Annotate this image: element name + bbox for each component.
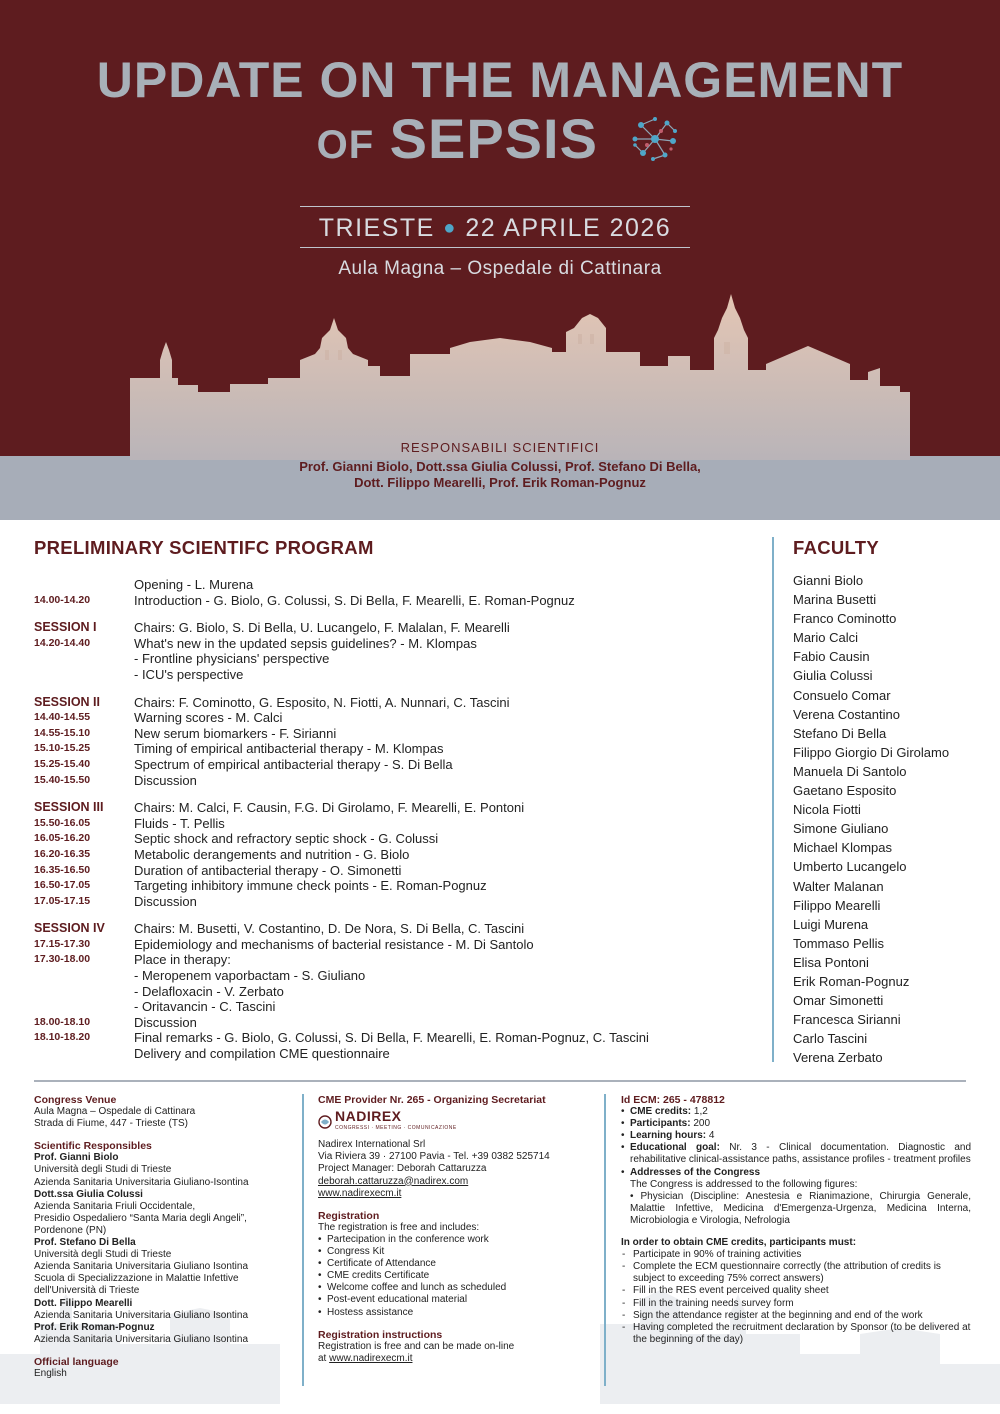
responsible-affiliation: Scuola di Specializzazione in Malattie Infettive xyxy=(34,1273,239,1285)
responsible-affiliation: Università degli Studi di Trieste xyxy=(34,1164,172,1176)
responsible-affiliation: Azienda Sanitaria Friuli Occidentale, xyxy=(34,1200,196,1212)
scientific-responsibles xyxy=(0,440,1000,491)
item-speaker: M. Calci, F. Causin, F.G. Di Girolamo, F. Mearelli, E. Pontoni xyxy=(178,800,525,816)
title-sepsis: SEPSIS xyxy=(389,107,598,170)
session-row xyxy=(34,695,754,711)
time-slot: 16.05-16.20 xyxy=(34,832,91,845)
ecm-item-value: 200 xyxy=(690,1118,711,1130)
item-speaker: L. Murena xyxy=(194,577,254,592)
program-item xyxy=(134,741,754,757)
addresses-intro: The Congress is addressed to the following figures: xyxy=(630,1178,858,1190)
time-slot xyxy=(34,984,134,1000)
item-speaker: V. Zerbato xyxy=(224,983,284,999)
responsible-affiliation: Università degli Studi di Trieste xyxy=(34,1249,172,1261)
footer-col-venue xyxy=(34,1094,294,1380)
program-row xyxy=(34,741,754,757)
program-item xyxy=(134,878,754,894)
row-spacer xyxy=(34,608,754,620)
registration-instructions-heading: Registration instructions xyxy=(318,1328,443,1341)
program-heading: PRELIMINARY SCIENTIFC PROGRAM xyxy=(34,537,374,558)
item-title: Spectrum of empirical antibacterial therapy - xyxy=(134,756,392,772)
responsibles-footer-heading: Scientific Responsibles xyxy=(34,1140,152,1153)
registration-item: • Partecipation in the conference work xyxy=(318,1234,598,1246)
obtain-item: - Participate in 90% of training activities xyxy=(621,1249,971,1261)
faculty-name: Consuelo Comar xyxy=(793,687,891,703)
ecm-item-value: 1,2 xyxy=(691,1106,708,1118)
item-speaker: M. Klompas xyxy=(408,635,477,651)
time-slot: 14.00-14.20 xyxy=(34,593,91,606)
item-title: Duration of antibacterial therapy - xyxy=(134,862,330,878)
faculty-name: Tommaso Pellis xyxy=(793,935,885,951)
program-item xyxy=(134,847,754,863)
footer-divider-1 xyxy=(302,1094,304,1386)
item-title: - Frontline physicians' perspective xyxy=(134,651,330,667)
time-slot: 17.30-18.00 xyxy=(34,953,91,966)
title-line-2 xyxy=(0,108,1000,176)
program-item xyxy=(134,1046,754,1062)
ecm-heading: Id ECM: 265 - 478812 xyxy=(621,1094,725,1106)
time-slot: 18.10-18.20 xyxy=(34,1031,91,1044)
faculty-name: Gianni Biolo xyxy=(793,573,864,588)
responsibles-line-1: Prof. Gianni Biolo, Dott.ssa Giulia Colussi, Prof. Stefano Di Bella, xyxy=(299,459,701,474)
program-item xyxy=(134,593,754,609)
program-row xyxy=(34,831,754,847)
responsible-affiliation: Pordenone (PN) xyxy=(34,1224,107,1236)
ecm-item xyxy=(621,1106,971,1118)
responsible-affiliation: Azienda Sanitaria Universitaria Giuliano Isontina xyxy=(34,1333,249,1345)
faculty-name: Manuela Di Santolo xyxy=(793,763,907,779)
item-speaker: F. Cominotto, G. Esposito, N. Fiotti, A. Nunnari, C. Tascini xyxy=(178,694,510,710)
logo-subtitle: CONGRESSI · MEETING · COMUNICAZIONE xyxy=(335,1125,457,1132)
item-title: - Oritavancin - xyxy=(134,999,220,1015)
venue: Aula Magna – Ospedale di Cattinara xyxy=(338,258,662,279)
program-item xyxy=(134,695,754,711)
item-title: - ICU's perspective xyxy=(134,666,244,682)
session-label: SESSION I xyxy=(34,620,97,635)
program-row xyxy=(34,952,754,968)
program-item xyxy=(134,894,754,910)
venue-heading: Congress Venue xyxy=(34,1094,117,1106)
time-slot: 14.55-15.10 xyxy=(34,726,91,739)
program-item xyxy=(134,636,754,652)
time-slot: 17.15-17.30 xyxy=(34,937,91,950)
footer xyxy=(0,1094,1000,1404)
responsible-name: Prof. Gianni Biolo xyxy=(34,1152,119,1164)
faculty-name: Simone Giuliano xyxy=(793,821,889,837)
item-title: Fluids - xyxy=(134,815,180,831)
language-heading: Official language xyxy=(34,1355,119,1368)
obtain-item: - Complete the ECM questionnaire correctly (the attribution of credits is subject to exceeding 75% correct answers) xyxy=(621,1261,971,1285)
item-title: Epidemiology and mechanisms of bacterial resistance - xyxy=(134,936,456,952)
registration-item: • Welcome coffee and lunch as scheduled xyxy=(318,1282,598,1294)
program-row xyxy=(34,1030,754,1046)
registration-instructions-line: Registration is free and can be made on-line xyxy=(318,1340,515,1352)
faculty-name: Giulia Colussi xyxy=(793,668,873,684)
item-speaker: C. Tascini xyxy=(219,999,276,1015)
footer-col-ecm xyxy=(621,1094,971,1346)
session-row xyxy=(34,921,754,937)
program-row xyxy=(34,593,754,609)
provider-line-1: Nadirex International Srl xyxy=(318,1139,426,1151)
registration-items xyxy=(318,1234,598,1319)
ecm-item-value: 4 xyxy=(706,1130,715,1142)
program-row xyxy=(34,710,754,726)
responsible-name: Prof. Erik Roman-Pognuz xyxy=(34,1321,155,1333)
provider-line-3: Project Manager: Deborah Cattaruzza xyxy=(318,1163,487,1175)
city: TRIESTE xyxy=(318,214,435,242)
item-title: Chairs: xyxy=(134,694,179,710)
program-item xyxy=(134,952,754,968)
provider-heading: CME Provider Nr. 265 - Organizing Secretariat xyxy=(318,1094,546,1106)
program-item xyxy=(134,651,754,667)
faculty-name: Fabio Causin xyxy=(793,649,870,665)
session-label: SESSION IV xyxy=(34,921,105,936)
responsible-affiliation: dell'Università di Trieste xyxy=(34,1285,140,1297)
session-label: SESSION III xyxy=(34,800,104,815)
program-row xyxy=(34,937,754,953)
item-speaker: O. Simonetti xyxy=(329,862,402,878)
header-banner xyxy=(0,0,1000,520)
city-skyline-illustration xyxy=(0,290,1000,460)
program-row xyxy=(34,1046,754,1062)
addresses-detail: • Physician (Discipline: Anestesia e Rianimazione, Chirurgia Generale, Malattie Infettive, Medicina d'Emergenza-Urgenza, Medicina Interna, Microbiologia e Virologia, Nefrologia xyxy=(630,1190,971,1226)
program-item xyxy=(134,667,754,683)
time-slot: 18.00-18.10 xyxy=(34,1015,91,1028)
program-item xyxy=(134,999,754,1015)
faculty-name: Filippo Giorgio Di Girolamo xyxy=(793,744,950,760)
item-title: Introduction - xyxy=(134,592,214,608)
time-slot xyxy=(34,667,134,683)
registration-item: • Congress Kit xyxy=(318,1246,598,1258)
bacteria-network-icon xyxy=(627,111,683,167)
program-item xyxy=(134,620,754,636)
faculty-name: Walter Malanan xyxy=(793,878,884,894)
program-row xyxy=(34,773,754,789)
faculty-name: Francesca Sirianni xyxy=(793,1012,901,1028)
faculty-name: Franco Cominotto xyxy=(793,611,897,627)
program-item xyxy=(134,577,754,593)
footer-col-provider xyxy=(318,1094,598,1365)
item-speaker: M. Klompas xyxy=(374,741,444,757)
item-speaker: S. Giuliano xyxy=(301,968,366,984)
item-speaker: G. Biolo, S. Di Bella, U. Lucangelo, F. Malalan, F. Mearelli xyxy=(178,620,510,636)
item-title: Chairs: xyxy=(134,800,179,816)
time-slot: 16.20-16.35 xyxy=(34,847,91,860)
row-spacer xyxy=(34,683,754,695)
time-slot: 15.40-15.50 xyxy=(34,773,91,786)
ecm-item xyxy=(621,1130,971,1142)
ecm-item-label: CME credits: xyxy=(630,1106,692,1118)
program-row xyxy=(34,847,754,863)
obtain-credits-heading: In order to obtain CME credits, participants must: xyxy=(621,1237,857,1249)
session-label: SESSION II xyxy=(34,694,100,709)
time-slot: 15.10-15.25 xyxy=(34,742,91,755)
item-speaker: G. Colussi xyxy=(378,831,439,847)
ecm-item-label: Addresses of the Congress xyxy=(630,1166,761,1178)
item-speaker: M. Di Santolo xyxy=(455,936,534,952)
faculty-name: Michael Klompas xyxy=(793,840,892,856)
ecm-item-value: Nr. 3 - Clinical documentation. Diagnostic and rehabilitative clinical-assistance paths, assistance profiles - treatment profiles xyxy=(630,1142,972,1166)
ecm-item-label: Learning hours: xyxy=(630,1130,707,1142)
item-title: New serum biomarkers - xyxy=(134,725,280,741)
title-of: OF xyxy=(316,123,375,167)
registration-instructions-url-line xyxy=(318,1353,598,1365)
ecm-item-label: Participants: xyxy=(630,1118,691,1130)
responsible-affiliation: Presidio Ospedaliero “Santa Maria degli Angeli”, xyxy=(34,1212,247,1224)
item-speaker: E. Roman-Pognuz xyxy=(380,878,487,894)
obtain-item: - Fill in the RES event perceived quality sheet xyxy=(621,1285,971,1297)
registration-item: • Post-event educational material xyxy=(318,1294,598,1306)
scientific-program xyxy=(34,537,754,1062)
program-row xyxy=(34,577,754,593)
time-slot: 17.05-17.15 xyxy=(34,894,91,907)
row-spacer xyxy=(34,788,754,800)
program-item xyxy=(134,800,754,816)
item-title: Discussion xyxy=(134,893,197,909)
program-item xyxy=(134,773,754,789)
faculty-name: Carlo Tascini xyxy=(793,1031,868,1047)
faculty-names xyxy=(793,571,993,1067)
item-title: - Meropenem vaporbactam - xyxy=(134,968,302,984)
item-speaker: G. Biolo, G. Colussi, S. Di Bella, F. Mearelli, E. Roman-Pognuz xyxy=(213,592,575,608)
responsible-name: Dott. Filippo Mearelli xyxy=(34,1297,133,1309)
ecm-items xyxy=(621,1106,971,1179)
item-speaker: M. Busetti, V. Costantino, D. De Nora, S. Di Bella, C. Tascini xyxy=(178,921,525,937)
column-divider xyxy=(772,537,774,1062)
program-rows xyxy=(34,577,754,1062)
faculty-name: Umberto Lucangelo xyxy=(793,859,907,875)
item-speaker: M. Calci xyxy=(235,710,283,726)
program-item xyxy=(134,816,754,832)
program-row xyxy=(34,816,754,832)
at-label: at xyxy=(318,1352,330,1364)
time-slot xyxy=(34,968,134,984)
time-slot: 15.25-15.40 xyxy=(34,757,91,770)
faculty-name: Luigi Murena xyxy=(793,916,869,932)
item-title: What's new in the updated sepsis guidelines? - xyxy=(134,635,409,651)
provider-website-link[interactable]: www.nadirexecm.it xyxy=(318,1187,402,1199)
item-title: Septic shock and refractory septic shock - xyxy=(134,831,379,847)
time-slot: 16.35-16.50 xyxy=(34,863,91,876)
nadirex-logo-icon xyxy=(318,1115,332,1129)
ecm-item xyxy=(621,1167,971,1179)
ecm-item-label: Educational goal: xyxy=(630,1142,720,1154)
program-row xyxy=(34,878,754,894)
faculty-name: Erik Roman-Pognuz xyxy=(793,973,910,989)
program-row xyxy=(34,667,754,683)
time-slot xyxy=(34,1046,134,1062)
faculty-name: Nicola Fiotti xyxy=(793,802,861,818)
ecm-item xyxy=(621,1118,971,1130)
program-row xyxy=(34,968,754,984)
program-row xyxy=(34,651,754,667)
footer-divider xyxy=(34,1080,966,1082)
item-title: Place in therapy: xyxy=(134,952,231,968)
responsible-name: Dott.ssa Giulia Colussi xyxy=(34,1188,143,1200)
time-slot: 14.40-14.55 xyxy=(34,711,91,724)
program-item xyxy=(134,1015,754,1031)
program-item xyxy=(134,710,754,726)
program-row xyxy=(34,1015,754,1031)
responsible-affiliation: Azienda Sanitaria Universitaria Giuliano-Isontina xyxy=(34,1176,249,1188)
event-title xyxy=(0,52,1000,176)
language-value: English xyxy=(34,1367,67,1379)
item-title: Metabolic derangements and nutrition - xyxy=(134,846,364,862)
responsible-name: Prof. Stefano Di Bella xyxy=(34,1237,136,1249)
program-item xyxy=(134,921,754,937)
nadirex-logo xyxy=(318,1110,598,1134)
faculty-name: Marina Busetti xyxy=(793,592,877,608)
faculty-name: Verena Zerbato xyxy=(793,1050,883,1066)
time-slot xyxy=(34,651,134,667)
item-speaker: G. Biolo, G. Colussi, S. Di Bella, F. Mearelli, E. Roman-Pognuz, C. Tascini xyxy=(224,1030,649,1046)
item-title: Final remarks - xyxy=(134,1030,225,1046)
program-item xyxy=(134,968,754,984)
item-title: Chairs: xyxy=(134,921,179,937)
logo-text: NADIREX xyxy=(335,1108,402,1125)
footer-divider-2 xyxy=(604,1094,606,1386)
program-item xyxy=(134,937,754,953)
title-line-1: UPDATE ON THE MANAGEMENT xyxy=(96,52,904,108)
item-title: Opening - xyxy=(134,577,195,592)
program-row xyxy=(34,636,754,652)
responsibles-line-2: Dott. Filippo Mearelli, Prof. Erik Roman-Pognuz xyxy=(354,475,646,490)
registration-item: • CME credits Certificate xyxy=(318,1270,598,1282)
responsible-affiliation: Azienda Sanitaria Universitaria Giuliano Isontina xyxy=(34,1261,249,1273)
program-item xyxy=(134,984,754,1000)
program-item xyxy=(134,757,754,773)
time-slot: 16.50-17.05 xyxy=(34,879,91,892)
program-row xyxy=(34,726,754,742)
program-row xyxy=(34,863,754,879)
item-title: Targeting inhibitory immune check points - xyxy=(134,878,381,894)
responsibles-heading: RESPONSABILI SCIENTIFICI xyxy=(400,440,600,455)
registration-heading: Registration xyxy=(318,1209,380,1222)
registration-item: • Certificate of Attendance xyxy=(318,1258,598,1270)
venue-line-2: Strada di Fiume, 447 - Trieste (TS) xyxy=(34,1118,188,1130)
responsibles-list xyxy=(34,1152,294,1346)
program-item xyxy=(134,863,754,879)
responsible-affiliation: Azienda Sanitaria Universitaria Giuliano Isontina xyxy=(34,1309,249,1321)
program-item xyxy=(134,1030,754,1046)
registration-website-link[interactable]: www.nadirexecm.it xyxy=(329,1352,413,1364)
time-slot xyxy=(34,577,134,593)
faculty-name: Mario Calci xyxy=(793,630,859,646)
program-row xyxy=(34,999,754,1015)
program-row xyxy=(34,757,754,773)
registration-item: • Hostess assistance xyxy=(318,1307,598,1319)
item-title: Discussion xyxy=(134,1014,197,1030)
item-title: Delivery and compilation CME questionnaire xyxy=(134,1046,390,1062)
separator-dot: ● xyxy=(443,217,457,239)
provider-email-link[interactable]: deborah.cattaruzza@nadirex.com xyxy=(318,1175,469,1187)
faculty-name: Filippo Mearelli xyxy=(793,897,881,913)
item-title: Warning scores - xyxy=(134,710,236,726)
item-title: - Delafloxacin - xyxy=(134,983,225,999)
item-speaker: F. Sirianni xyxy=(279,725,337,741)
item-title: Chairs: xyxy=(134,620,179,636)
faculty-name: Verena Costantino xyxy=(793,706,900,722)
obtain-item: - Fill in the training needs survey form xyxy=(621,1298,971,1310)
item-speaker: S. Di Bella xyxy=(391,756,453,772)
program-item xyxy=(134,831,754,847)
obtain-item: - Sign the attendance register at the beginning and end of the work xyxy=(621,1310,971,1322)
faculty-list xyxy=(793,537,993,1067)
item-speaker: T. Pellis xyxy=(180,815,225,831)
faculty-name: Stefano Di Bella xyxy=(793,725,887,741)
faculty-name: Omar Simonetti xyxy=(793,993,884,1009)
program-item xyxy=(134,726,754,742)
venue-line-1: Aula Magna – Ospedale di Cattinara xyxy=(34,1106,196,1118)
program-row xyxy=(34,894,754,910)
city-date xyxy=(300,206,690,248)
event-date: 22 APRILE 2026 xyxy=(465,214,672,242)
time-slot: 14.20-14.40 xyxy=(34,636,91,649)
ecm-item xyxy=(621,1142,971,1166)
item-title: Timing of empirical antibacterial therapy - xyxy=(134,741,375,757)
provider-line-2: Via Riviera 39 · 27100 Pavia - Tel. +39 0382 525714 xyxy=(318,1151,550,1163)
registration-intro: The registration is free and includes: xyxy=(318,1221,480,1233)
program-row xyxy=(34,984,754,1000)
faculty-name: Elisa Pontoni xyxy=(793,954,869,970)
item-speaker: G. Biolo xyxy=(363,846,410,862)
obtain-credits-items xyxy=(621,1249,971,1346)
time-slot: 15.50-16.05 xyxy=(34,816,91,829)
time-slot xyxy=(34,999,134,1015)
session-row xyxy=(34,800,754,816)
faculty-heading: FACULTY xyxy=(793,537,880,558)
row-spacer xyxy=(34,909,754,921)
obtain-item: - Having completed the recruitment declaration by Sponsor (to be delivered at the beginning of the day) xyxy=(621,1322,971,1346)
faculty-name: Gaetano Esposito xyxy=(793,783,897,799)
session-row xyxy=(34,620,754,636)
item-title: Discussion xyxy=(134,772,197,788)
